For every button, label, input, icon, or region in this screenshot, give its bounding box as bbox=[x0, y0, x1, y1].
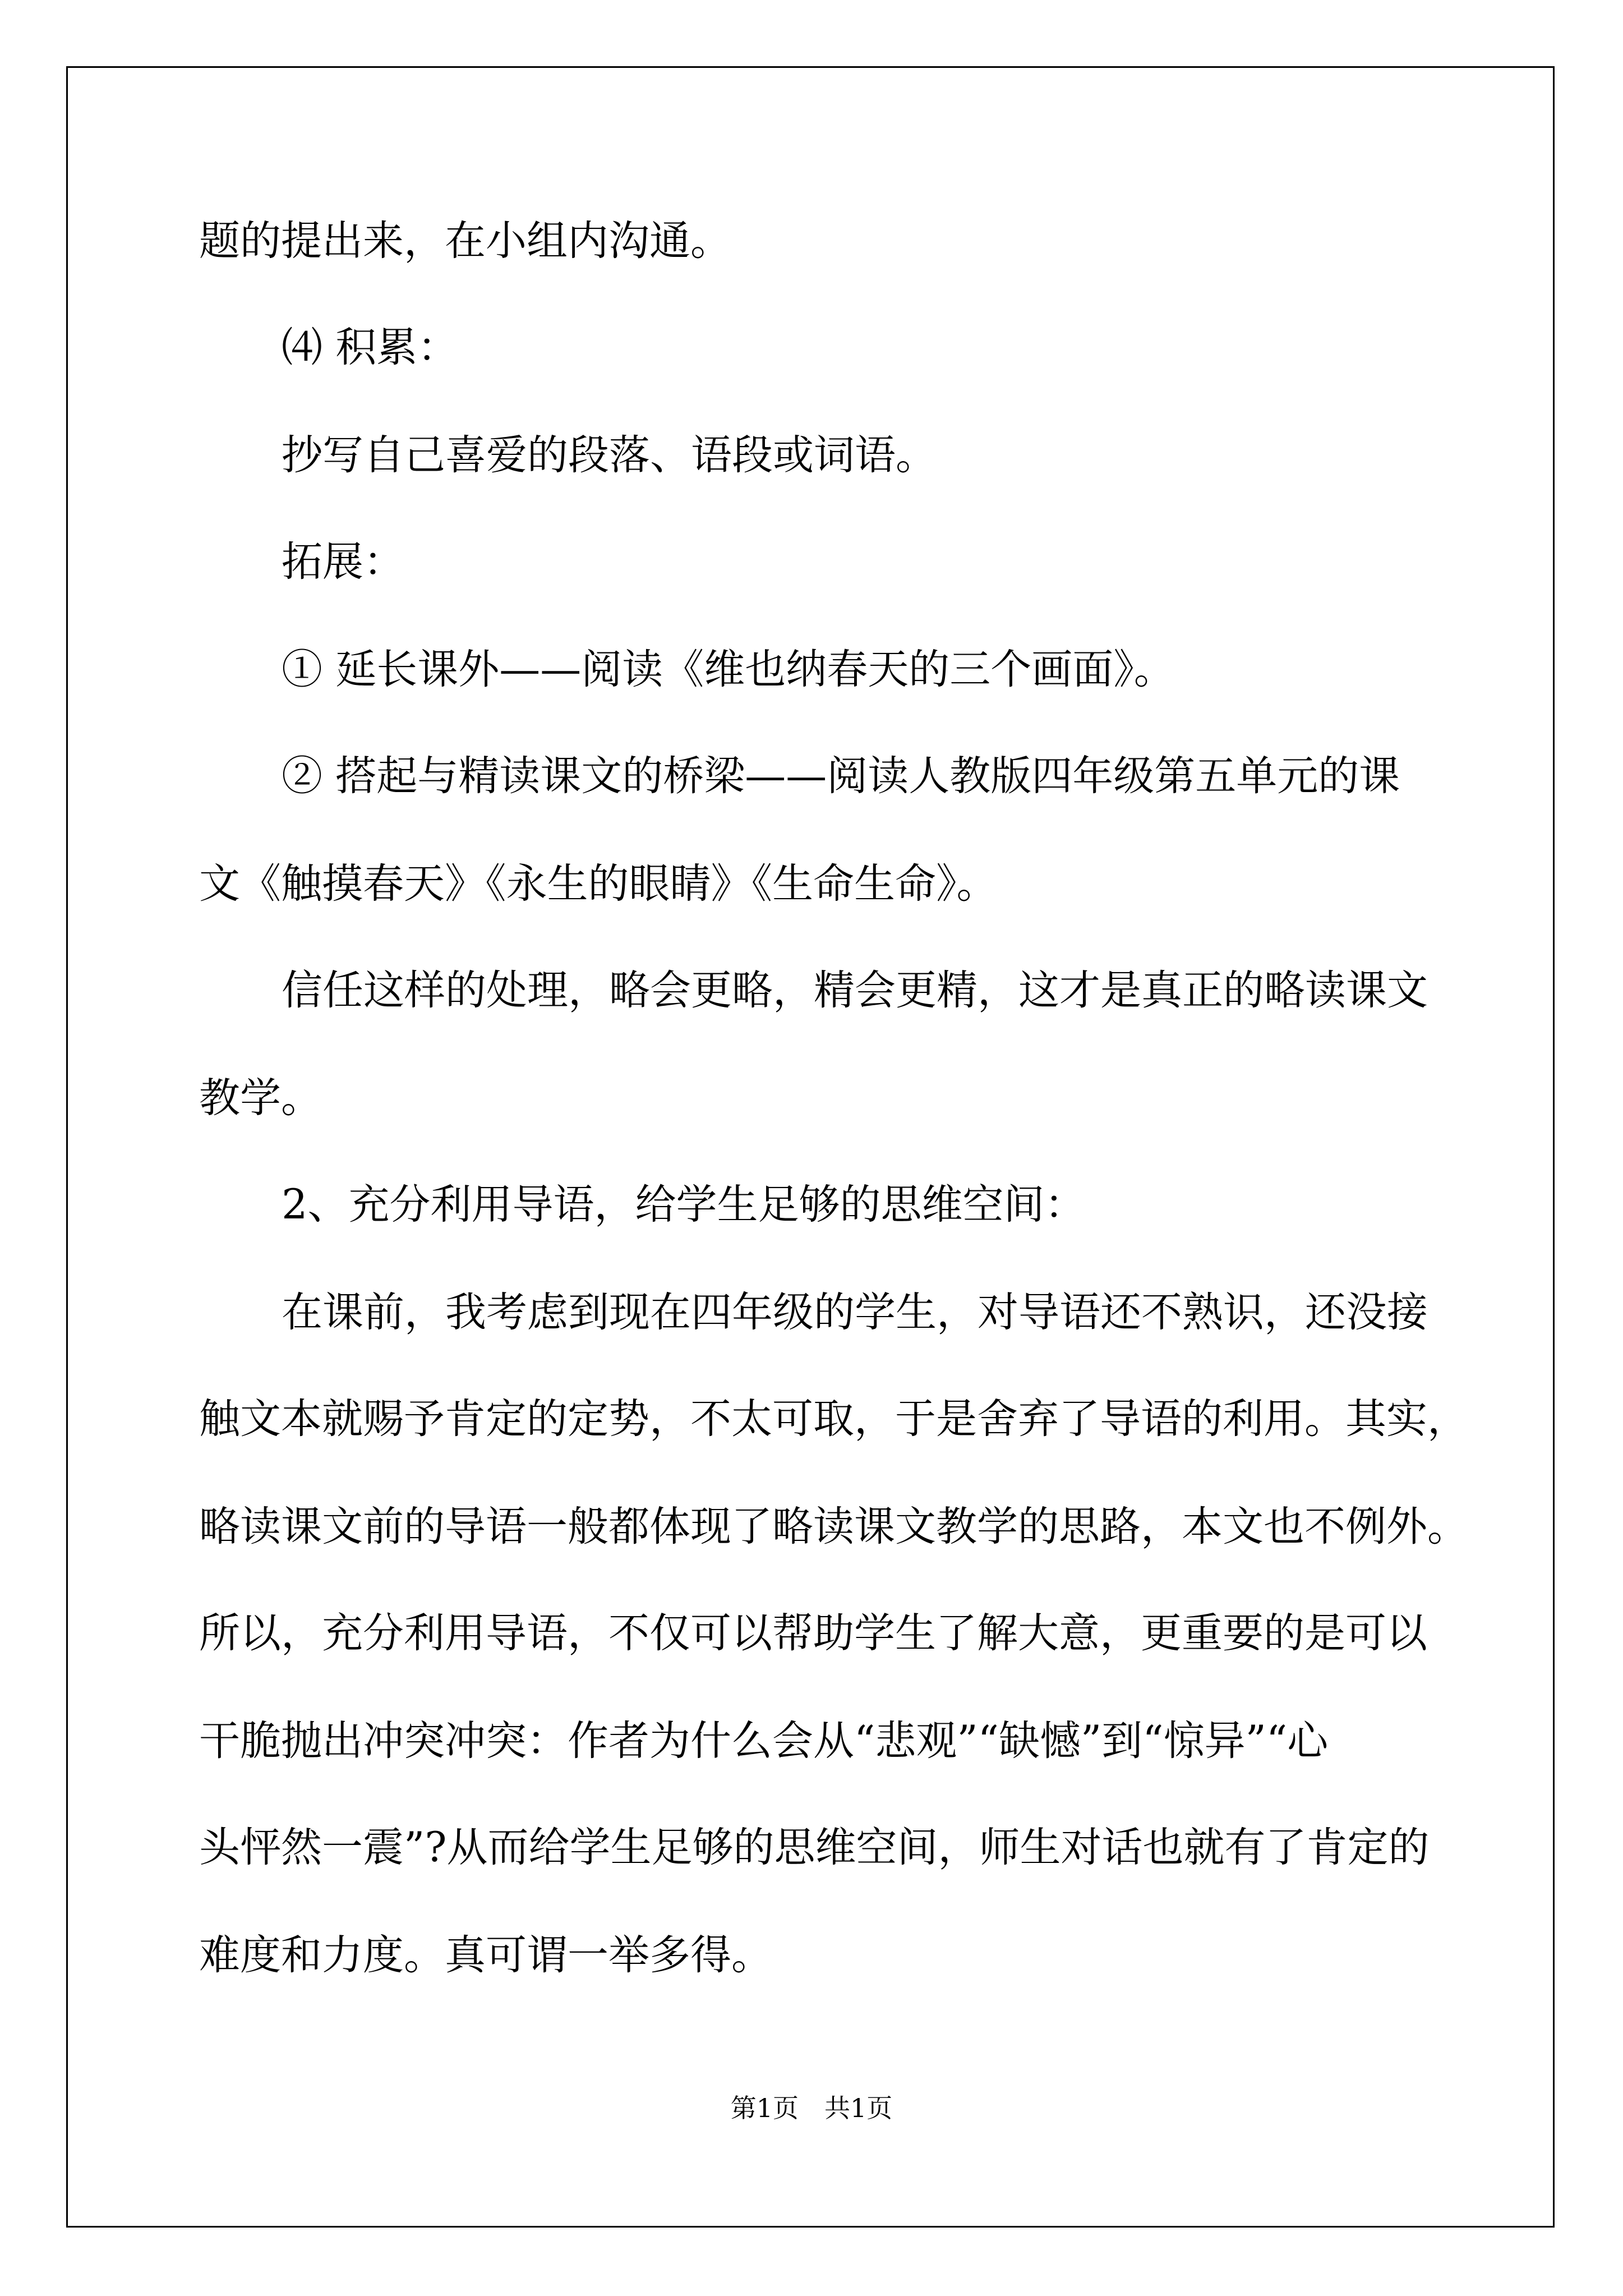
text-line: 略读课文前的导语一般都体现了略读课文教学的思路，本文也不例外。 bbox=[199, 1503, 1468, 1550]
page-footer: 第1页 共1页 bbox=[730, 2093, 893, 2123]
text-line: ② 搭起与精读课文的桥梁——阅读人教版四年级第五单元的课 bbox=[282, 752, 1400, 800]
text-line: 抄写自己喜爱的段落、语段或词语。 bbox=[282, 431, 937, 479]
text-line: 拓展： bbox=[282, 538, 404, 586]
text-line: 触文本就赐予肯定的定势，不太可取，于是舍弃了导语的利用。其实， bbox=[199, 1395, 1468, 1443]
text-line: 所以，充分利用导语，不仅可以帮助学生了解大意，更重要的是可以 bbox=[199, 1609, 1427, 1657]
text-line: 教学。 bbox=[199, 1074, 322, 1122]
text-line: ⑷ 积累： bbox=[282, 324, 459, 371]
text-line: 文《触摸春天》《永生的眼睛》《生命生命》。 bbox=[199, 860, 998, 908]
text-line: 题的提出来，在小组内沟通。 bbox=[199, 217, 731, 265]
text-line: 信任这样的处理，略会更略，精会更精，这才是真正的略读课文 bbox=[282, 967, 1428, 1014]
text-line: ① 延长课外——阅读《维也纳春天的三个画面》。 bbox=[282, 646, 1175, 693]
text-line: 干脆抛出冲突冲突：作者为什么会从“悲观”“缺憾”到“惊异”“心 bbox=[199, 1717, 1329, 1765]
text-line: 头怦然一震”?从而给学生足够的思维空间，师生对话也就有了肯定的 bbox=[199, 1824, 1430, 1871]
text-line: 在课前，我考虑到现在四年级的学生，对导语还不熟识，还没接 bbox=[282, 1289, 1428, 1336]
text-line: 难度和力度。真可谓一举多得。 bbox=[199, 1931, 772, 1979]
text-line: 2、充分利用导语，给学生足够的思维空间： bbox=[282, 1181, 1086, 1228]
page-border bbox=[66, 66, 1555, 2228]
